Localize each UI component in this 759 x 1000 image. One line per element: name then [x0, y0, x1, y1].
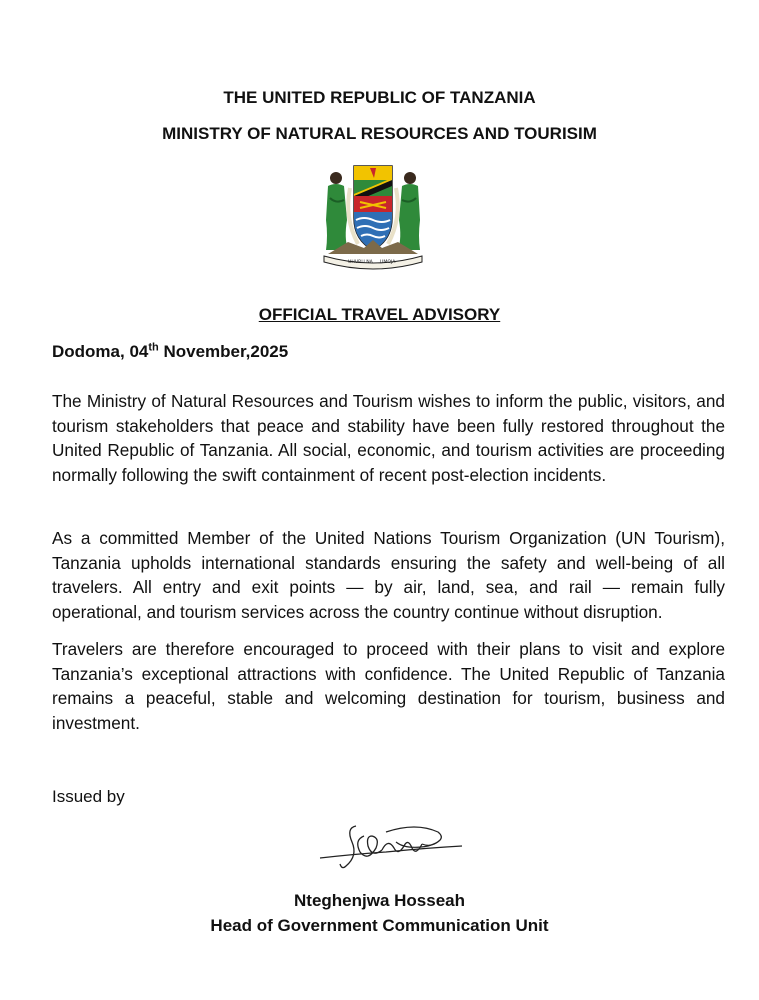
body-paragraph-2: As a committed Member of the United Nations Tourism Organization (UN Tourism), Tanzania upholds international standards ensuring the safety and well-being of all travelers. All entry and exit points — by air, land, sea, and rail — remain fully operational, and tourism services across the country continue without disruption. [52, 528, 725, 622]
shield-icon [354, 166, 392, 250]
ministry-heading: MINISTRY OF NATURAL RESOURCES AND TOURISIM [162, 124, 597, 143]
issued-by-label: Issued by [52, 787, 125, 806]
right-figure-icon [398, 172, 420, 250]
coat-motto-left: UHURU NA [348, 260, 373, 265]
dateline-place-day: Dodoma, 04 [52, 342, 149, 361]
dateline-suffix: th [148, 341, 159, 354]
country-heading: THE UNITED REPUBLIC OF TANZANIA [223, 88, 536, 107]
left-figure-icon [326, 172, 348, 250]
signer-title: Head of Government Communication Unit [210, 916, 549, 935]
body-paragraph-3: Travelers are therefore encouraged to proceed with their plans to visit and explore Tanzania’s exceptional attractions with confidence. The United Republic of Tanzania remains a peaceful, stable and welcoming destination for tourism, business and investment. [52, 639, 725, 733]
coat-of-arms-icon [314, 158, 432, 270]
signature-icon [316, 818, 466, 878]
dateline-month-year: November,2025 [158, 342, 289, 361]
signer-name: Nteghenjwa Hosseah [294, 891, 465, 910]
dateline [52, 342, 288, 362]
body-paragraph-1: The Ministry of Natural Resources and Tourism wishes to inform the public, visitors, and tourism stakeholders that peace and stability have been fully restored throughout the United Republic of Tanzania. All social, economic, and tourism activities are proceeding normally following the swift containment of recent post-election incidents. [52, 391, 725, 485]
coat-motto-right: UMOJA [380, 260, 396, 265]
advisory-title: OFFICIAL TRAVEL ADVISORY [258, 305, 501, 324]
